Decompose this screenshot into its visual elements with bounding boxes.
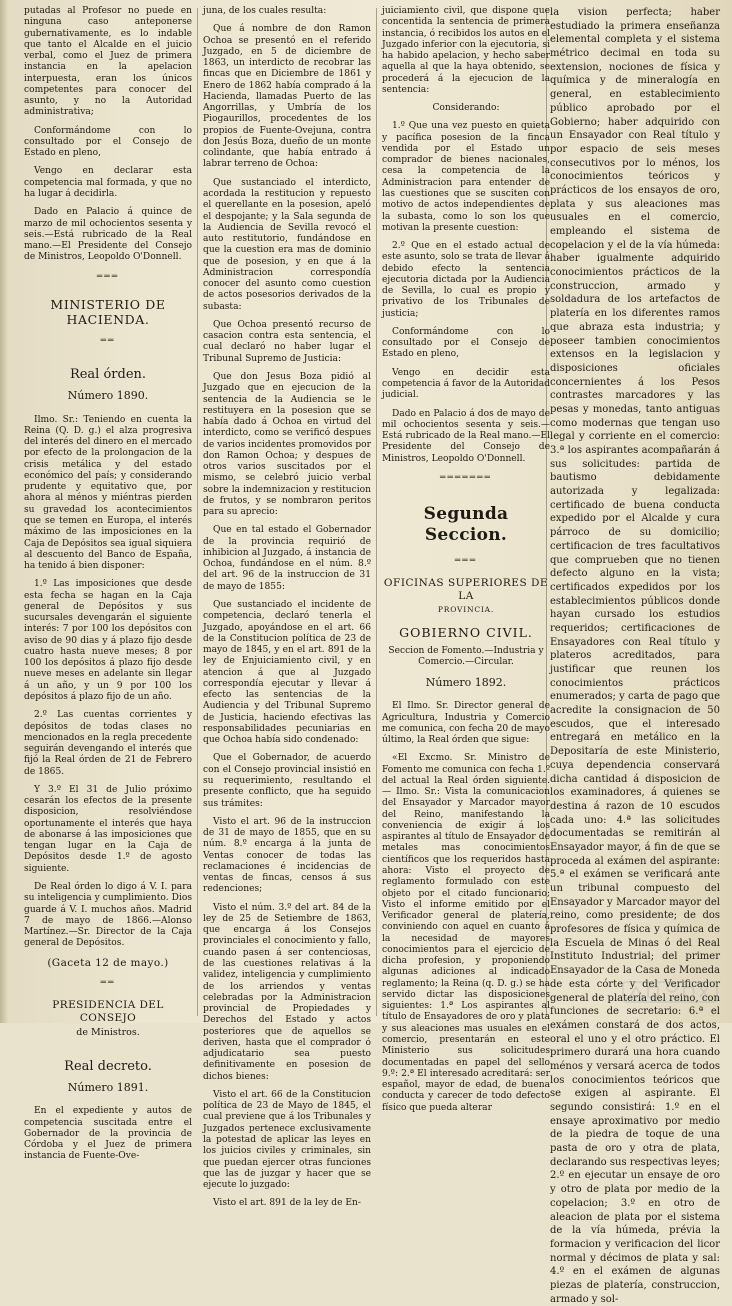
paragraph: El Ilmo. Sr. Director general de Agricultura, Industria y Comercio me comunica, con fecha 20 de mayo último, la Real órden que sigue: xyxy=(382,701,550,746)
real-decreto-number: Número 1891. xyxy=(67,1080,149,1094)
paragraph: 2.º Que en el estado actual de este asunto, solo se trata de llevar á debido efecto la sentencia ejecutoria dictada por la Audiencia de Sevilla, lo cual es propio y privativo de los Tribunales de justicia; xyxy=(382,241,550,319)
paragraph: 2.º Las cuentas corrientes y depósitos de todas clases no mencionados en la regla precedente seguirán devengando el interés que fijó la Real órden de 21 de Febrero de 1865. xyxy=(24,710,192,777)
paragraph: Dado en Palacio á dos de mayo de mil ochocientos sesenta y seis.—Está rubricado de la Real mano.—El Presidente del Consejo de Ministros, Leopoldo O'Donnell. xyxy=(382,408,550,464)
oficinas-heading: OFICINAS SUPERIORES DE LA xyxy=(383,577,549,603)
paragraph: juna, de los cuales resulta: xyxy=(203,6,327,16)
gobierno-heading: GOBIERNO CIVIL. xyxy=(399,624,533,640)
paragraph: De Real órden lo digo á V. I. para su inteligencia y cumplimiento. Dios guarde á V. I. muchos años. Madrid 7 de mayo de 1866.—Alonso Martínez.—Sr. Director de la Caja general de Depósitos. xyxy=(24,881,192,949)
paragraph: Que Ochoa presentó recurso de casacion contra esta sentencia, el cual declaró no haber lugar el Tribunal Supremo de Justicia: xyxy=(203,319,371,364)
paragraph: la vision perfecta; haber estudiado la primera enseñanza elemental completa y el sistema métrico decimal en toda su extension, nociones de física y química y de mineralogía en general, en establecimiento público aprobado por el Gobierno; haber adquirido con un Ensayador con Real título y por espacio de seis meses consecutivos por lo ménos, los conocimientos teóricos y prácticos de los ensayos de oro, plata y sus aleaciones mas usuales en el comercio, empleando el sistema de copelacion y el de la vía húmeda: haber igualmente adquirido conocimientos prácticos de la construccion, armado y soldadura de los artefactos de platería en los diferentes ramos que abraza esta industria; y poseer tambien conocimientos extensos en la legislacion y disposiciones oficiales concernientes á los Pesos contrastes marcadores y las pesas y monedas, tanto antiguas como modernas que tengan uso legal y corriente en el comercio: 3.ª los aspirantes acompañarán á sus solicitudes: partida de bautismo debidamente autorizada y legalizada: certificado de buena conducta expedido por el Alcalde y cura párroco de su domicilio; certificacion de tres facultativos que comprueben que no tienen defecto alguno en la vista; certificados expedidos por los establecimientos públicos donde hayan cursado los estudios requeridos; certificaciones de Ensayadores con Real título y plateros acreditados, para justificar que reunen los conocimientos prácticos enumerados; y carta de pago que acredite la consignacion de 50 escudos, que el interesado entregará en metálico en la Depositaría de este Ministerio, cuya dependencia conservará dicha cantidad á disposicion de los examinadores, á quienes se destina á razon de 10 escudos cada uno: 4.ª las solicitudes documentadas se remitirán al Ensayador mayor, á fin de que se proceda al exámen del aspirante: 5.ª el exámen se verificará ante un tribunal compuesto del Ensayador y Marcador mayor del reino, como presidente; de dos profesores de física y química de la Escuela de Minas ó del Real Instituto Industrial; del primer Ensayador de la Casa de Moneda de esta córte y del Verificador general de platería del reino, con funciones de secretario: 6.ª el exámen constará de dos actos, oral el uno y el otro práctico. El primero durará una hora cuando ménos y versará acerca de todos los conocimientos teóricos que se exigen al aspirante. El segundo consistirá: 1.º en el ensaye aproximativo por medio de la piedra de toque de una pasta de oro y otra de plata, declarando sus respectivas leyes; 2.º en ejecutar un ensaye de oro y otro de plata por medio de la copelacion; 3.º en otro de aleacion de plata por el sistema de la vía húmeda, prévia la formacion y verificacion del licor normal y décimos de plata y sal: 4.º en el exámen de algunas piezas de platería, construccion, armado y sol- xyxy=(550,7,720,1305)
paragraph: Considerando: xyxy=(432,103,500,114)
paragraph: Conformándome con lo consultado por el Consejo de Estado en pleno, xyxy=(24,125,192,159)
paragraph: Visto el art. 66 de la Constitucion política de 23 de Mayo de 1845, el cual previene que á los Tribunales y Juzgados pertenece exclusivamente la potestad de aplicar las leyes en los juicios civiles y criminales, sin que puedan ejercer otras funciones que las de juzgar y hacer que se ejecute lo juzgado: xyxy=(203,1089,371,1191)
column-4 xyxy=(550,6,720,1305)
fomento-line: Seccion de Fomento.—Industria y Comercio.—Circular. xyxy=(388,646,544,668)
column-2 xyxy=(203,6,371,1209)
paragraph: Que el Gobernador, de acuerdo con el Consejo provincial insistió en su requerimiento, resultando el presente conflicto, que ha seguido sus trámites: xyxy=(203,753,371,809)
paragraph: Que don Jesus Boza pidió al Juzgado que en ejecucion de la sentencia de la Audiencia se le restituyera en la posesion que se había dado á Ochoa en virtud del interdicto, como se verificó despues de varios incidentes promovidos por don Ramon Ochoa; y despues de otros varios suscitados por el mismo, se celebró juicio verbal sobre la indemnizacion y restitucion de frutos, y se nombraron peritos para su aprecio: xyxy=(203,371,371,518)
paragraph: Visto el art. 96 de la instruccion de 31 de mayo de 1855, que en su núm. 8.º encarga á la junta de Ventas conocer de todas las reclamaciones é incidencias de ventas de fincas, censos á sus redenciones; xyxy=(203,816,371,895)
paragraph: Ilmo. Sr.: Teniendo en cuenta la Reina (Q. D. g.) el alza progresiva del interés del dinero en el mercado por efecto de la prolongacion de la crisis metálica y del estado económico del país; y considerando prudente y equitativo que, por ahora al ménos y miéntras pierden su gravedad los acontecimientos que se temen en Europa, el interés máximo de las imposiciones en la Caja de Depósitos sea igual siquiera al descuento del Banco de España, ha tenido á bien disponer: xyxy=(24,414,192,572)
gaceta-note: (Gaceta 12 de mayo.) xyxy=(47,956,169,969)
real-decreto-heading: Real decreto. xyxy=(64,1058,152,1074)
paragraph: Dado en Palacio á quince de marzo de mil ochocientos sesenta y seis.—Está rubricado de la Real mano.—El Presidente del Consejo de Ministros, Leopoldo O'Donnell. xyxy=(24,207,192,263)
paragraph: Visto el núm. 3.º del art. 84 de la ley de 25 de Setiembre de 1863, que encarga á los Consejos provinciales el conocimiento y fallo, cuando pasen á ser contenciosas, de las cuestiones relativas á la validez, inteligencia y cumplimiento de los arriendos y ventas celebradas por la Administracion provincial de Propiedades y Derechos del Estado y actos posteriores que de aquellos se deriven, hasta que el comprador ó adjudicatario sea puesto definitivamente en posesion de dichos bienes: xyxy=(203,902,371,1082)
paragraph: 1.º Las imposiciones que desde esta fecha se hagan en la Caja general de Depósitos y sus sucursales devengarán el siguiente interés: 7 por 100 los depósitos con aviso de 90 dias y á plazo fijo desde cuatro hasta nueve meses; 8 por 100 los depósitos á plazo fijo desde nueve meses en adelante sin llegar á un año, y un 9 por 100 los depósitos á plazo fijo de un año. xyxy=(24,579,192,702)
section-heading: Segunda Seccion. xyxy=(423,503,509,546)
presidencia-heading: PRESIDENCIA DEL CONSEJO xyxy=(52,998,164,1024)
paragraph: Que en tal estado el Gobernador de la provincia requirió de inhibicion al Juzgado, á instancia de Ochoa, fundándose en el núm. 8.º del art. 96 de la instruccion de 31 de mayo de 1855: xyxy=(203,525,371,592)
ministry-heading: MINISTERIO DE HACIENDA. xyxy=(50,296,166,328)
section-divider: ══ xyxy=(100,977,116,988)
paragraph: En el expediente y autos de competencia suscitada entre el Gobernador de la provincia de Córdoba y el Juez de primera instancia de Fuente-Ove- xyxy=(24,1106,192,1162)
paragraph: Vengo en declarar esta competencia mal formada, y que no ha lugar á decidirla. xyxy=(24,166,192,199)
paragraph: Vengo en decidir esta competencia á favor de la Autoridad judicial. xyxy=(382,367,550,401)
paragraph: Que sustanciado el interdicto, acordada la restitucion y repuesto el querellante en la posesion, apeló el despojante; y la Sala segunda de la Audiencia de Sevilla revocó el auto restitutorio, fundándose en que la cuestion era mas de dominio que de posesion, y en que á la Administracion correspondía conocer del asunto como cuestion de actos posesorios derivados de la subasta: xyxy=(203,177,371,312)
column-divider xyxy=(376,8,377,1016)
section-divider: ═══ xyxy=(454,556,478,567)
column-divider xyxy=(197,8,198,1016)
paragraph: «El Excmo. Sr. Ministro de Fomento me comunica con fecha 1.º del actual la Real órden siguiente. — Ilmo. Sr.: Vista la comunicacion del Ensayador y Marcador mayor del Reino, manifestando la conveniencia de exigir á los aspirantes al título de Ensayador de metales mas conocimientos científicos que los requeridos hasta ahora: Visto el proyecto de reglamento formulado con este objeto por el citado funcionario; Visto el informe emitido por el Verificador general de platería, conviniendo con aquel en cuanto á la necesidad de mayores conocimientos para el ejercicio de dicha profesion, y proponiendo algunas adiciones al indicado reglamento; la Reina (q. D. g.) se ha servido dictar las disposiciones siguientes: 1.ª Los aspirantes al título de Ensayadores de oro y plata y sus aleaciones mas usuales en el comercio, presentarán en este Ministerio sus solicitudes documentadas en papel del sello 9.º: 2.ª El interesado acreditará: ser español, mayor de edad, de buena conducta y carecer de todo defecto físico que pueda alterar xyxy=(382,753,550,1113)
paragraph: 1.º Que una vez puesto en quieta y pacífica posesion de la finca vendida por el Estado un comprador de bienes nacionales, cesa la competencia de la Administracion para entender de las cuestiones que se susciten con motivo de actos independientes de la subasta, como lo son los que motivan la presente cuestion: xyxy=(382,121,550,233)
paragraph: juiciamiento civil, que dispone que concentida la sentencia de primera instancia, ó recibidos los autos en el Juzgado inferior con la ejecutoria, si ha habido apelacion, y hecho saber aquella al que la haya obtenido, se procederá á la ejecucion de la sentencia: xyxy=(382,6,550,95)
paragraph: Visto el art. 891 de la ley de En- xyxy=(213,1198,361,1209)
section-divider: ═══ xyxy=(96,271,120,282)
real-orden-number: Número 1890. xyxy=(67,389,149,402)
section-divider: ═══════ xyxy=(440,472,492,483)
paragraph: Y 3.º El 31 de Julio próximo cesarán los efectos de la presente disposicion, resolviéndose oportunamente el interés que haya de abonarse á las imposiciones que tengan lugar en la Caja de Depósitos desde 1.º de agosto siguiente. xyxy=(24,784,192,874)
real-orden-heading: Real órden. xyxy=(69,366,147,382)
paragraph: Conformándome con lo consultado por el Consejo de Estado en pleno, xyxy=(382,326,550,360)
page-fold-shadow xyxy=(0,0,8,1023)
presidencia-subheading: de Ministros. xyxy=(76,1026,140,1038)
paragraph: putadas al Profesor no puede en ninguna caso anteponerse gubernativamente, es lo indable que tanto el Alcalde en el juicio verbal, como el Juez de primera instancia en la apelacion interpuesta, eran los únicos competentes para conocer del asunto, y no la Autoridad administrativa; xyxy=(24,6,192,118)
provincia-label: PROVINCIA. xyxy=(437,605,495,615)
circular-number: Número 1892. xyxy=(425,675,507,689)
library-watermark-icon xyxy=(622,979,718,1005)
section-divider: ══ xyxy=(100,335,116,346)
column-1 xyxy=(24,6,192,1162)
column-3 xyxy=(382,6,550,1113)
paragraph: Que á nombre de don Ramon Ochoa se presentó en el referido Juzgado, en 5 de diciembre de 1863, un interdicto de recobrar las fincas que en Diciembre de 1861 y Enero de 1862 había comprado á la Hacienda, llamadas Puerto de las Angorrillas, y Umbría de los Piogaurillos, procedentes de los propios de Fuente-Ovejuna, contra don Jesús Boza, dueño de un monte colindante, que había entrado á labrar terreno de Ochoa: xyxy=(203,24,371,170)
paragraph: Que sustanciado el incidente de competencia, declaró tenerla el Juzgado, apoyándose en el art. 66 de la Constitucion política de 23 de mayo de 1845, y en el art. 891 de la ley de Enjuiciamiento civil, y en atencion á que al Juzgado correspondía ejecutar y llevar á efecto las sentencias de la Audiencia y del Tribunal Supremo de Justicia, haciendo efectivas las responsabilidades pecuniarias en que Ochoa había sido condenado: xyxy=(203,600,371,746)
